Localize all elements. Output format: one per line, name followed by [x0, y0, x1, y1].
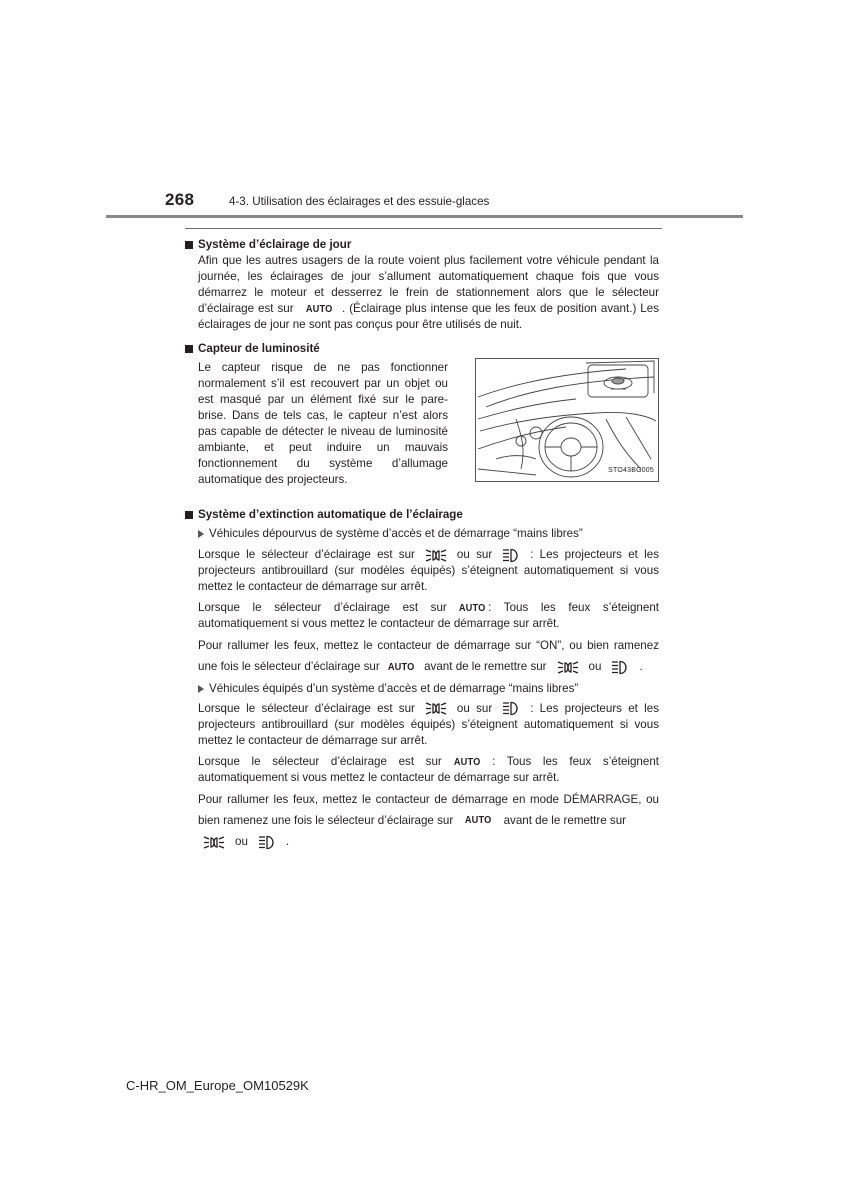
heading-text: Capteur de luminosité — [198, 342, 320, 356]
paragraph-b2-2: Lorsque le sélecteur d’éclairage est sur AUTO : Tous les feux s’éteignent automatiquement si vous mettez le contacteur de démarrage sur arrêt. — [198, 754, 659, 784]
daytime-lights-paragraph — [198, 253, 659, 333]
triangle-bullet-icon — [198, 530, 204, 538]
light-sensor-paragraph: Le capteur risque de ne pas fonctionner normalement s’il est recouvert par un objet ou est masqué par un élément fixé sur le pare-brise. Dans de tels cas, le capteur n’est alors pas capable de détecter le niveau de luminosité ambiante, et peut induire un mauvais fonctionnement du système d’allumage automatique des projecteurs. — [198, 361, 448, 487]
text: Afin que les autres usagers de la route voient plus facilement votre véhicule pendant la journée, les éclairages de jour s’allument automatiquement chaque fois que vous démarrez le moteur et desserrez le frein de stationnement alors que le sélecteur d’éclairage est sur — [198, 254, 659, 316]
square-bullet-icon — [185, 241, 193, 249]
headlight-icon — [502, 701, 520, 716]
page-number: 268 — [165, 190, 195, 209]
auto-icon: AUTO — [453, 755, 481, 768]
auto-icon: AUTO — [465, 814, 492, 827]
page-content — [185, 237, 659, 852]
auto-icon: AUTO — [387, 660, 415, 673]
triangle-bullet-icon — [198, 685, 204, 693]
tail-light-icon — [425, 548, 447, 563]
heading-daytime-lights — [185, 237, 659, 253]
paragraph-b2-1: Lorsque le sélecteur d’éclairage est sur ou sur : Les projecteurs et les projecteurs antibrouillard (sur modèles équipés) s’éteignent automatiquement si vous mettez le contacteur de démarrage sur arrêt. — [198, 701, 659, 747]
bullet-without-smart-entry: Véhicules dépourvus de système d’accès et de démarrage “mains libres” — [198, 526, 659, 542]
bullet-with-smart-entry: Véhicules équipés d’un système d’accès et de démarrage “mains libres” — [198, 681, 659, 697]
section-light-sensor — [185, 360, 659, 488]
auto-icon: AUTO — [458, 602, 486, 615]
paragraph-b1-2: Lorsque le sélecteur d’éclairage est sur AUTO : Tous les feux s’éteignent automatiquement si vous mettez le contacteur de démarrage sur arrêt. — [198, 601, 659, 631]
headlight-icon — [258, 835, 276, 850]
headlight-icon — [611, 660, 629, 675]
dashboard-sensor-illustration — [475, 358, 659, 482]
headlight-icon — [502, 548, 520, 563]
paragraph-b1-3: Pour rallumer les feux, mettez le contacteur de démarrage sur “ON”, ou bien ramenez une fois le sélecteur d’éclairage sur AUTO avant de le remettre sur ou . — [198, 635, 659, 677]
section-title: 4-3. Utilisation des éclairages et des essuie-glaces — [229, 195, 490, 208]
paragraph-b1-1: Lorsque le sélecteur d’éclairage est sur ou sur : Les projecteurs et les projecteurs antibrouillard (sur modèles équipés) s’éteignent automatiquement si vous mettez le contacteur de démarrage sur arrêt. — [198, 548, 659, 594]
heading-text: Système d’extinction automatique de l’éclairage — [198, 508, 463, 522]
heading-auto-light-off — [185, 507, 659, 523]
section-daytime-lights — [185, 253, 659, 333]
header-rule — [106, 215, 743, 218]
heading-text: Système d’éclairage de jour — [198, 238, 352, 251]
footer-doc-code: C-HR_OM_Europe_OM10529K — [126, 1078, 309, 1093]
section-auto-light-off — [185, 526, 659, 852]
auto-icon: AUTO — [305, 303, 333, 315]
square-bullet-icon — [185, 345, 193, 353]
text: . (Éclairage plus intense que les feux de position avant.) Les éclairages de jour ne sont pas conçus pour être utilisés de nuit. — [198, 302, 659, 332]
tail-light-icon — [557, 660, 579, 675]
heading-light-sensor — [185, 341, 659, 357]
tail-light-icon — [203, 835, 225, 850]
paragraph-b2-3: Pour rallumer les feux, mettez le contacteur de démarrage en mode DÉMARRAGE, ou bien ramenez une fois le sélecteur d’éclairage sur AUTO avant de le remettre sur ou . — [198, 792, 659, 849]
illustration-code: STO43BG005 — [608, 467, 654, 475]
tail-light-icon — [425, 701, 447, 716]
square-bullet-icon — [185, 511, 193, 519]
section-rule — [185, 228, 662, 229]
